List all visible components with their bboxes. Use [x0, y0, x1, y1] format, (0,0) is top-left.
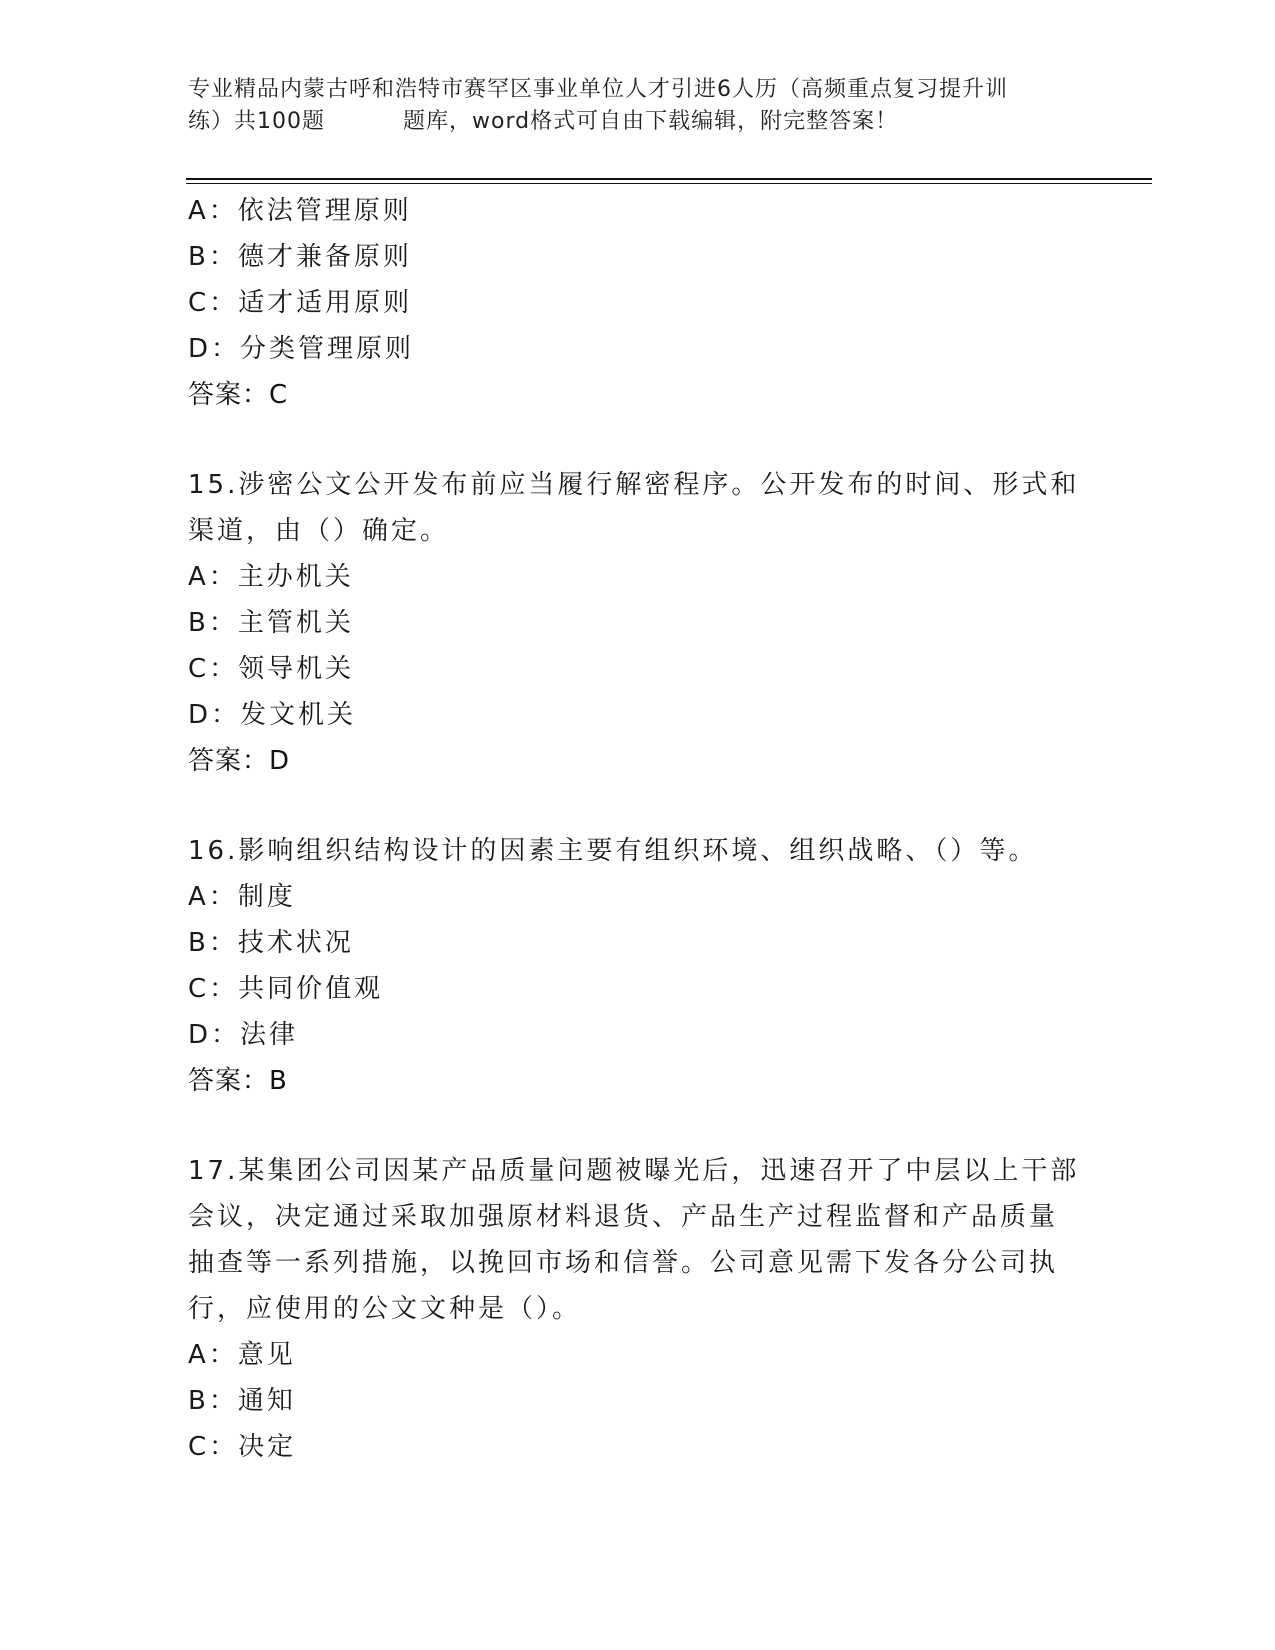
header-divider-thin: [186, 183, 1152, 184]
question-text-line: 17.某集团公司因某产品质量问题被曝光后，迅速召开了中层以上干部: [188, 1156, 1080, 1186]
option-a: A：制度: [188, 882, 296, 912]
header-divider-thick: [186, 178, 1152, 180]
option-d: D：发文机关: [188, 700, 357, 730]
header-line-2-part-a: 练）共100题: [188, 109, 325, 134]
option-a: A：意见: [188, 1340, 296, 1370]
header-line-1: 专业精品内蒙古呼和浩特市赛罕区事业单位人才引进6人历（高频重点复习提升训: [188, 77, 1008, 102]
answer-line: 答案：C: [188, 380, 289, 410]
option-b: B：技术状况: [188, 928, 354, 958]
option-b: B：通知: [188, 1386, 296, 1416]
question-text-line: 会议，决定通过采取加强原材料退货、产品生产过程监督和产品质量: [188, 1202, 1059, 1232]
header-line-2-part-b: 题库，word格式可自由下载编辑，附完整答案！: [403, 109, 899, 134]
question-text-line: 16.影响组织结构设计的因素主要有组织环境、组织战略、（）等。: [188, 836, 1038, 866]
option-c: C：适才适用原则: [188, 288, 413, 318]
option-c: C：共同价值观: [188, 974, 384, 1004]
question-text-line: 15.涉密公文公开发布前应当履行解密程序。公开发布的时间、形式和: [188, 470, 1080, 500]
document-header: [188, 74, 1088, 138]
document-body: [188, 188, 1088, 1514]
option-d: D：法律: [188, 1020, 299, 1050]
option-a: A：主办机关: [188, 562, 354, 592]
option-b: B：主管机关: [188, 608, 354, 638]
question-block-17: [188, 1148, 1088, 1470]
question-text-line: 渠道，由（）确定。: [188, 516, 450, 546]
question-block-14: [188, 188, 1088, 418]
option-d: D：分类管理原则: [188, 334, 415, 364]
option-c: C：领导机关: [188, 654, 355, 684]
question-block-15: [188, 462, 1088, 784]
option-c: C：决定: [188, 1432, 297, 1462]
question-text-line: 行，应使用的公文文种是（）。: [188, 1294, 582, 1324]
header-line-2: [188, 106, 1088, 138]
option-b: B：德才兼备原则: [188, 242, 412, 272]
question-block-16: [188, 828, 1088, 1104]
option-a: A：依法管理原则: [188, 196, 412, 226]
answer-line: 答案：B: [188, 1066, 288, 1096]
question-text-line: 抽查等一系列措施，以挽回市场和信誉。公司意见需下发各分公司执: [188, 1248, 1059, 1278]
answer-line: 答案：D: [188, 746, 291, 776]
